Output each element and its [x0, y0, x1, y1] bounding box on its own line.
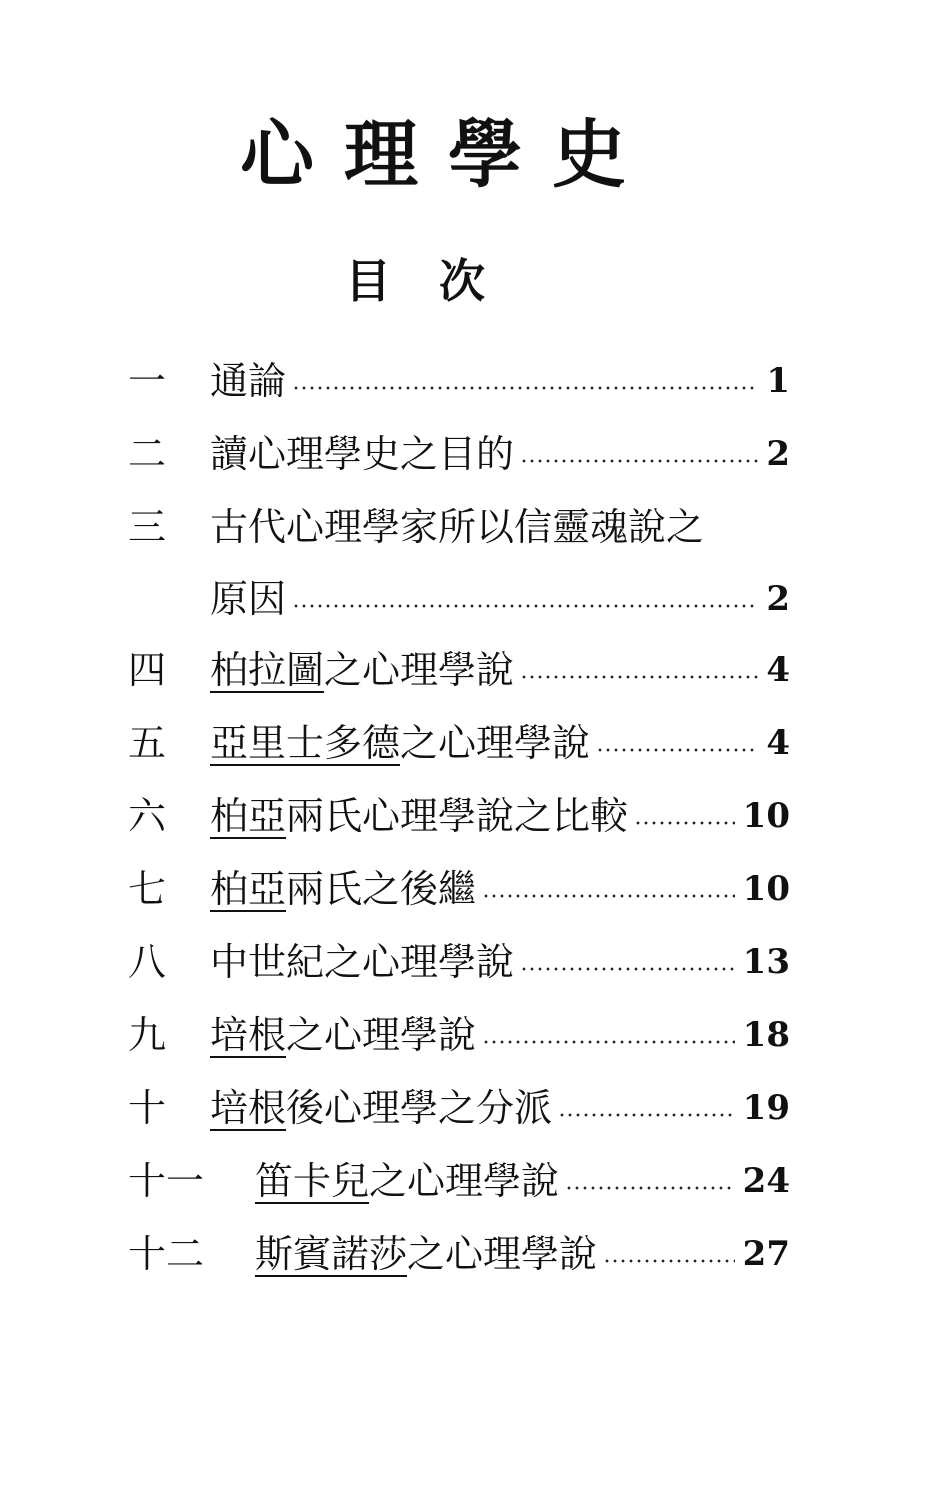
dot-leader	[482, 1040, 735, 1044]
toc-entry	[210, 356, 790, 406]
toc-entry	[210, 645, 790, 695]
entry-title: 中世紀之心理學說	[210, 940, 515, 984]
dot-leader	[634, 821, 735, 825]
toc-heading: 目次	[345, 254, 533, 308]
dot-leader	[292, 386, 758, 390]
title-rest: 之心理學說	[324, 648, 515, 692]
title-rest: 之心理學說	[407, 1232, 598, 1276]
entry-title	[210, 1013, 477, 1057]
title-rest: 之心理學說	[369, 1159, 560, 1203]
toc-entry-continuation	[210, 574, 790, 624]
entry-number: 八	[128, 940, 167, 984]
title-rest: 之心理學說	[286, 1013, 477, 1057]
dot-leader	[565, 1186, 735, 1190]
toc-entry	[210, 864, 790, 914]
toc-entry	[210, 429, 790, 479]
toc-entry	[210, 1010, 790, 1060]
entry-number: 十二	[128, 1232, 205, 1276]
dot-leader	[482, 894, 735, 898]
toc-entry	[210, 502, 790, 552]
entry-page: 10	[742, 869, 790, 909]
entry-title: 讀心理學史之目的	[210, 432, 515, 476]
entry-number: 四	[128, 648, 167, 692]
toc-entry	[210, 937, 790, 987]
title-rest: 之心理學說	[400, 721, 591, 765]
entry-title: 古代心理學家所以信靈魂說之	[210, 505, 705, 549]
dot-leader	[292, 604, 758, 608]
entry-number: 七	[128, 867, 167, 911]
proper-name: 亞里士多德	[210, 721, 401, 765]
toc-entry	[210, 1083, 790, 1133]
dot-leader	[520, 459, 758, 463]
toc-entry	[210, 791, 790, 841]
toc-entry	[255, 1156, 790, 1206]
entry-title: 通論	[210, 359, 287, 403]
entry-page: 18	[742, 1015, 790, 1055]
entry-page: 4	[766, 650, 790, 690]
entry-page: 4	[766, 723, 790, 763]
entry-number: 九	[128, 1013, 167, 1057]
toc-entry	[255, 1229, 790, 1279]
dot-leader	[603, 1259, 735, 1263]
entry-number: 二	[128, 432, 167, 476]
entry-title	[255, 1232, 598, 1276]
title-rest: 兩氏心理學說之比較	[286, 794, 629, 838]
proper-name: 斯賓諾莎	[255, 1232, 408, 1276]
entry-page: 13	[742, 942, 790, 982]
entry-number: 三	[128, 505, 167, 549]
entry-page: 19	[742, 1088, 790, 1128]
entry-title	[210, 794, 629, 838]
entry-page: 24	[742, 1161, 790, 1201]
entry-title: 原因	[210, 577, 287, 621]
entry-page: 1	[766, 361, 790, 401]
entry-title	[255, 1159, 560, 1203]
entry-number: 十一	[128, 1159, 205, 1203]
entry-title	[210, 721, 591, 765]
entry-number: 一	[128, 359, 167, 403]
title-rest: 後心理學之分派	[286, 1086, 553, 1130]
dot-leader	[520, 967, 735, 971]
entry-page: 2	[766, 434, 790, 474]
entry-page: 27	[742, 1234, 790, 1274]
dot-leader	[520, 675, 758, 679]
entry-number: 十	[128, 1086, 167, 1130]
dot-leader	[558, 1113, 735, 1117]
entry-page: 10	[742, 796, 790, 836]
entry-number: 六	[128, 794, 167, 838]
entry-title	[210, 867, 477, 911]
proper-name: 柏亞	[210, 794, 287, 838]
entry-title	[210, 648, 515, 692]
title-rest: 兩氏之後繼	[286, 867, 477, 911]
proper-name: 培根	[210, 1086, 287, 1130]
proper-name: 培根	[210, 1013, 287, 1057]
book-title: 心理學史	[240, 112, 656, 198]
entry-number: 五	[128, 721, 167, 765]
dot-leader	[596, 748, 758, 752]
proper-name: 柏亞	[210, 867, 287, 911]
entry-page: 2	[766, 579, 790, 619]
proper-name: 柏拉圖	[210, 648, 325, 692]
toc-entry	[210, 718, 790, 768]
proper-name: 笛卡兒	[255, 1159, 370, 1203]
entry-title	[210, 1086, 553, 1130]
